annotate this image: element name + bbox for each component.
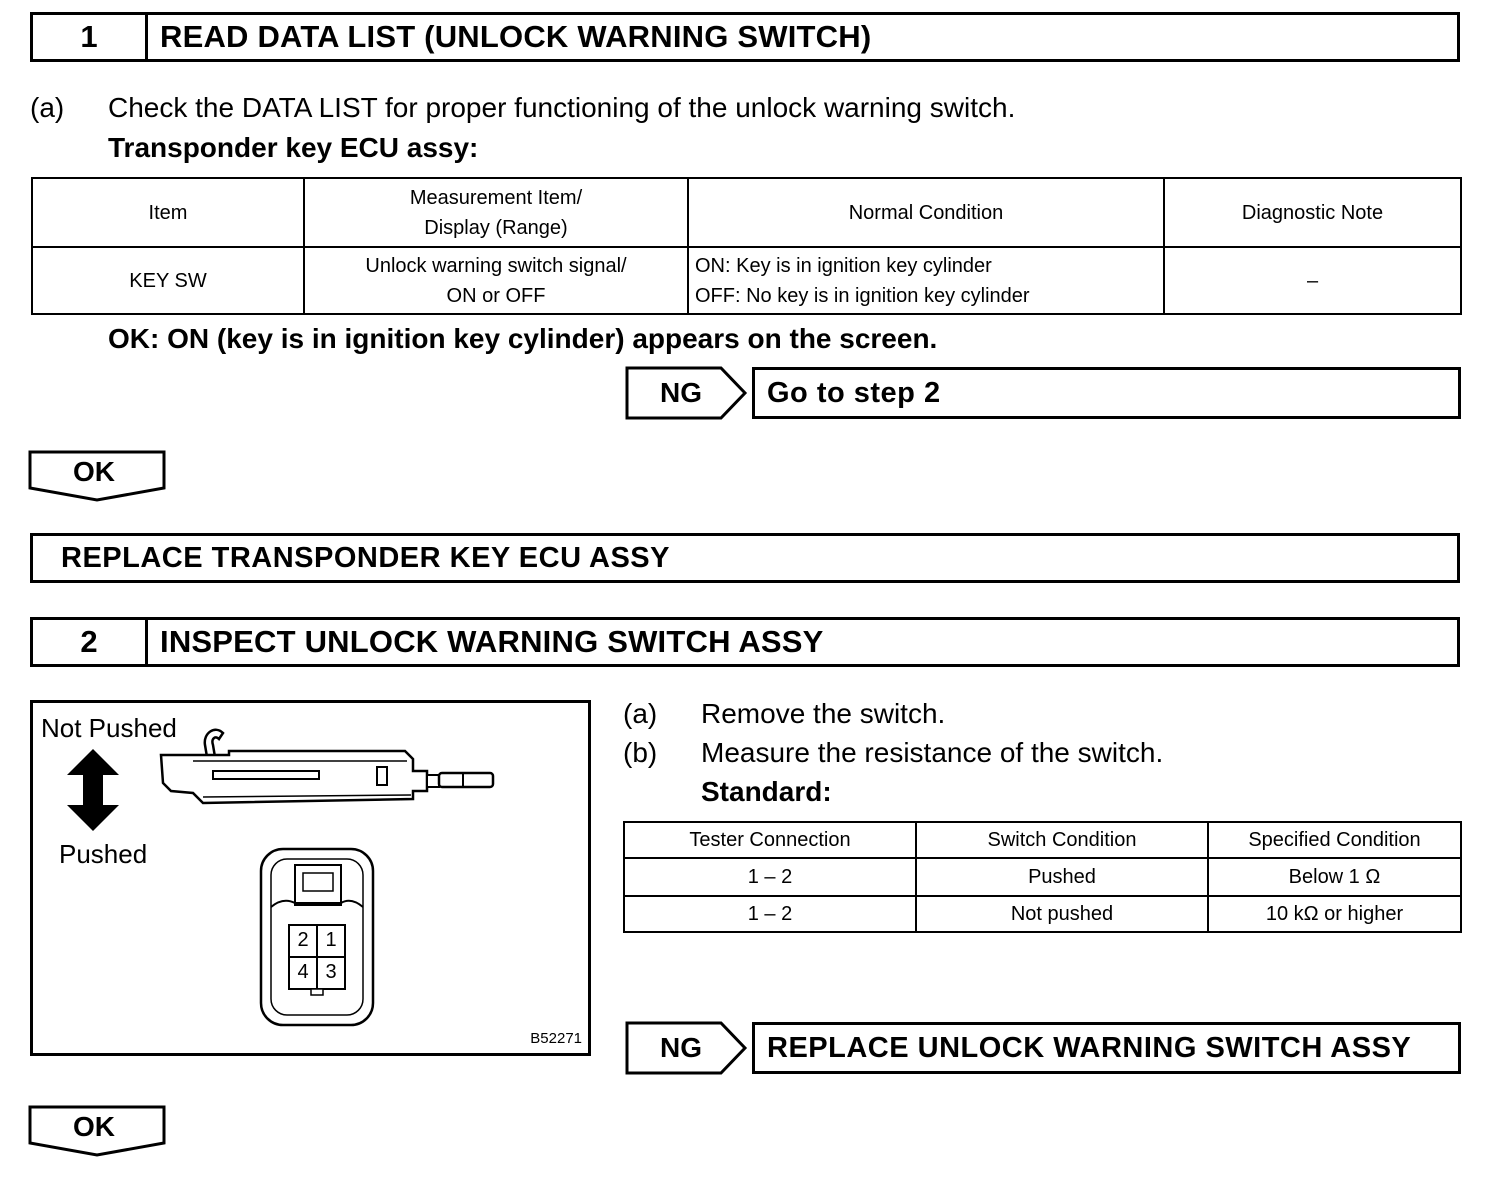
step-1-ng-label: NG [660, 377, 702, 408]
cell-normal-line1: ON: Key is in ignition key cylinder [695, 254, 992, 277]
step-2-instruction-b-marker: (b) [623, 737, 658, 768]
pin-2: 2 [297, 929, 309, 951]
header-measurement-line2: Display (Range) [424, 216, 568, 239]
step-1-subheading: Transponder key ECU assy: [108, 132, 479, 163]
cell-specified-condition: 10 kΩ or higher [1208, 896, 1461, 932]
cell-tester-connection: 1 – 2 [624, 896, 916, 932]
step-1-header [30, 12, 1460, 62]
header-diagnostic-note: Diagnostic Note [1164, 178, 1461, 247]
step-2-header [30, 617, 1460, 667]
header-item: Item [32, 178, 304, 247]
header-switch-condition: Switch Condition [916, 822, 1208, 858]
step-2-instruction-a-marker: (a) [623, 698, 658, 729]
table-header-row [624, 822, 1461, 858]
cell-switch-condition: Not pushed [916, 896, 1208, 932]
header-measurement [304, 178, 688, 247]
pin-1: 1 [325, 929, 337, 951]
header-tester-connection: Tester Connection [624, 822, 916, 858]
switch-figure [30, 700, 591, 1056]
figure-code: B52271 [530, 1030, 582, 1047]
label-not-pushed: Not Pushed [41, 713, 177, 743]
switch-diagram-icon [33, 703, 588, 1053]
pin-4: 4 [297, 961, 309, 983]
step-2-number: 2 [33, 620, 148, 664]
pin-3: 3 [325, 961, 337, 983]
step-2-title: INSPECT UNLOCK WARNING SWITCH ASSY [160, 624, 824, 659]
step-2-ng-action: REPLACE UNLOCK WARNING SWITCH ASSY [752, 1022, 1461, 1074]
step-2-instruction-b: Measure the resistance of the switch. [701, 737, 1164, 768]
table-row [624, 896, 1461, 932]
step-1-result: REPLACE TRANSPONDER KEY ECU ASSY [30, 533, 1460, 583]
cell-measurement [304, 247, 688, 314]
header-measurement-line1: Measurement Item/ [409, 186, 583, 209]
table-row [32, 247, 1461, 314]
step-2-instruction-a: Remove the switch. [701, 698, 946, 729]
cell-normal-condition [688, 247, 1164, 314]
data-list-table [31, 177, 1462, 315]
step-2-standard-label: Standard: [701, 776, 832, 807]
step-1-number: 1 [33, 15, 148, 59]
step-2-ok-label: OK [73, 1111, 115, 1142]
resistance-table [623, 821, 1462, 933]
table-header-row [32, 178, 1461, 247]
cell-switch-condition: Pushed [916, 858, 1208, 896]
step-1-title: READ DATA LIST (UNLOCK WARNING SWITCH) [160, 19, 872, 54]
step-1-instruction-marker: (a) [30, 92, 65, 123]
step-1-ok-condition: OK: ON (key is in ignition key cylinder) appears on the screen. [108, 323, 938, 354]
cell-measurement-line1: Unlock warning switch signal/ [365, 254, 627, 277]
label-pushed: Pushed [59, 839, 148, 869]
cell-specified-condition: Below 1 Ω [1208, 858, 1461, 896]
cell-diagnostic-note: – [1164, 247, 1461, 314]
step-1-ok-label: OK [73, 456, 115, 487]
cell-measurement-line2: ON or OFF [446, 284, 546, 307]
step-1-instruction: Check the DATA LIST for proper functioning of the unlock warning switch. [108, 92, 1016, 123]
header-specified-condition: Specified Condition [1208, 822, 1461, 858]
cell-normal-line2: OFF: No key is in ignition key cylinder [695, 284, 1030, 307]
header-normal-condition: Normal Condition [688, 178, 1164, 247]
step-2-ng-label: NG [660, 1032, 702, 1063]
cell-tester-connection: 1 – 2 [624, 858, 916, 896]
table-row [624, 858, 1461, 896]
step-1-ng-action: Go to step 2 [752, 367, 1461, 419]
cell-item: KEY SW [32, 247, 304, 314]
